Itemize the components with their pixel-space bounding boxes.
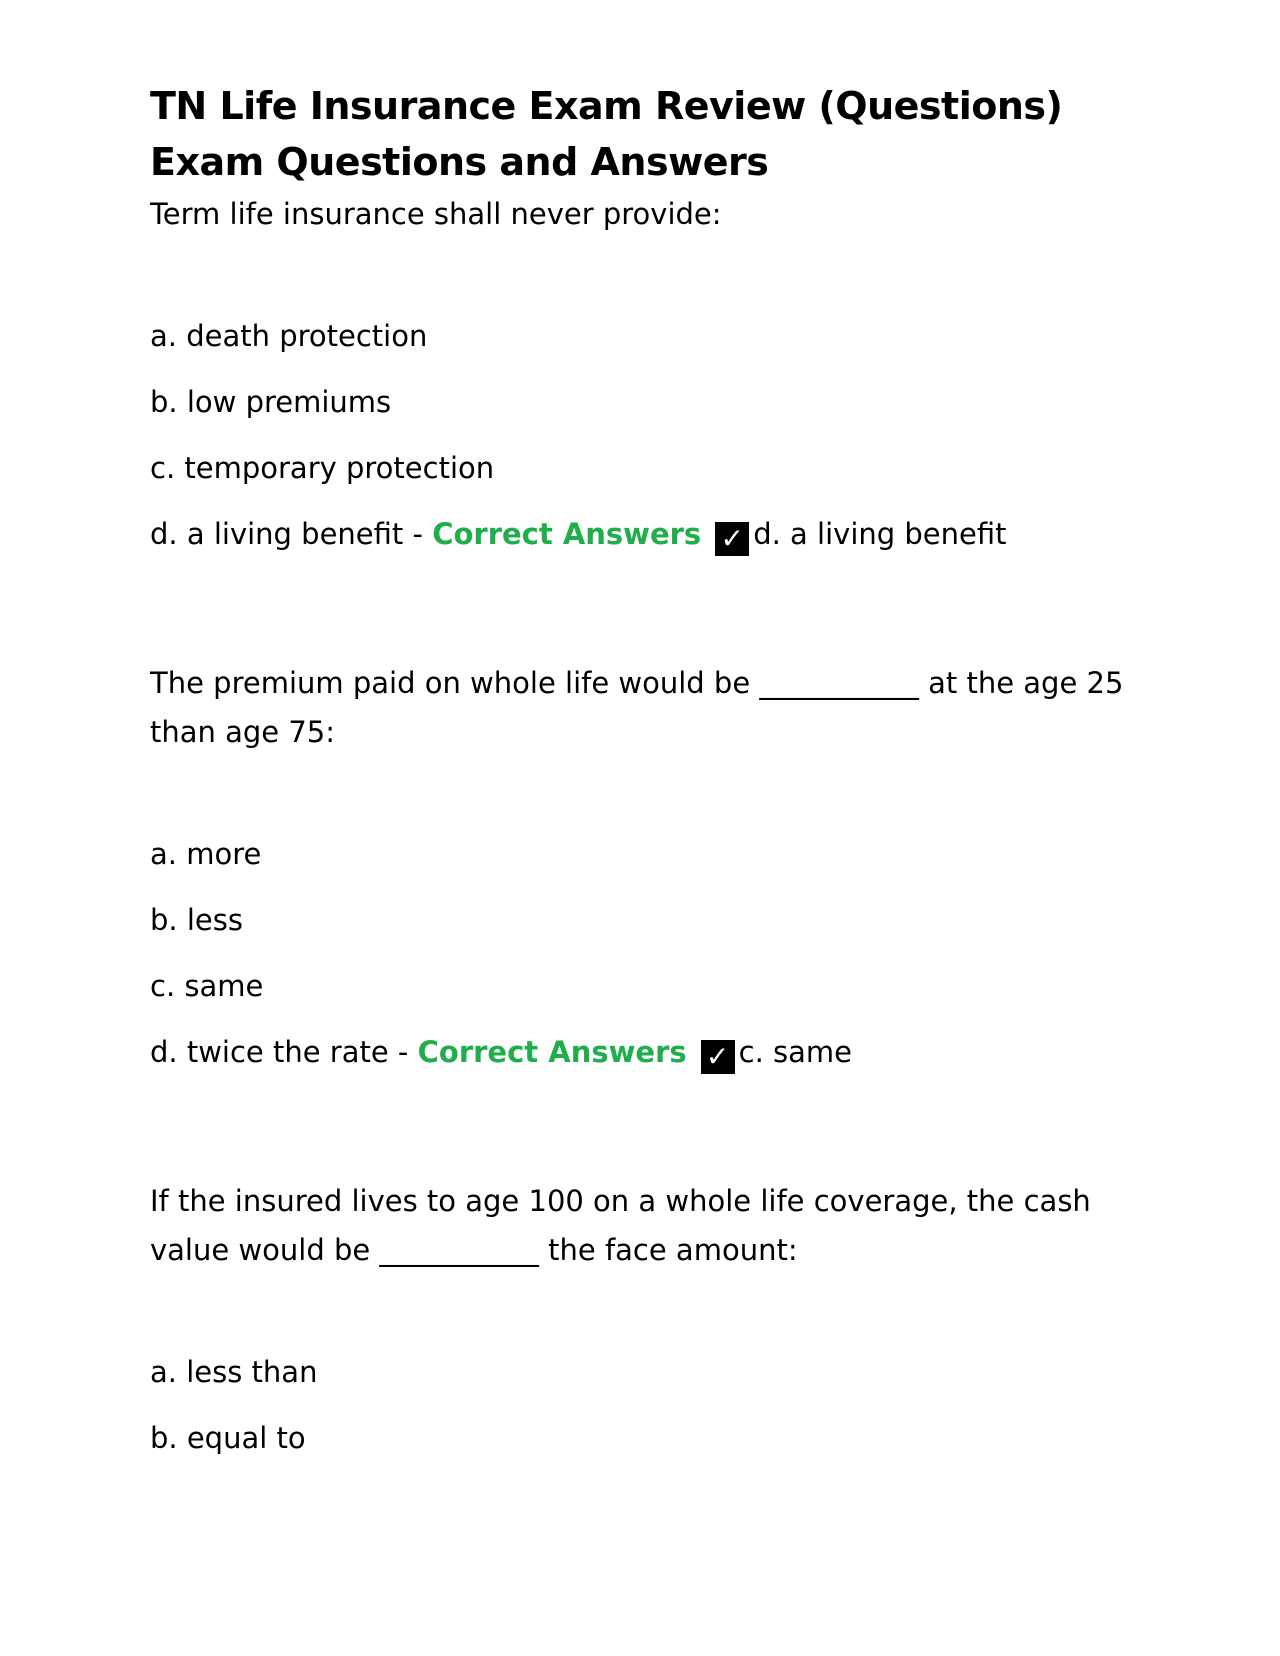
option-d-with-answer <box>150 1032 1130 1074</box>
option-c: c. same <box>150 969 264 1003</box>
question-text <box>150 659 1130 757</box>
question-line-2: than age 75: <box>150 715 336 749</box>
option-a: a. less than <box>150 1355 318 1389</box>
question-line-1: If the insured lives to age 100 on a whole life coverage, the cash <box>150 1184 1091 1218</box>
answer-text: c. same <box>738 1035 852 1069</box>
option-a: a. death protection <box>150 319 428 353</box>
check-icon: ✓ <box>715 522 749 556</box>
title-line-2: Exam Questions and Answers <box>150 140 769 184</box>
question-block-2 <box>150 659 1130 1074</box>
question-block-1 <box>150 190 1130 556</box>
answer-text: d. a living benefit <box>753 517 1007 551</box>
question-line-1: The premium paid on whole life would be ___________ at the age 25 <box>150 666 1124 700</box>
option-b: b. less <box>150 903 243 937</box>
option-b: b. low premiums <box>150 385 392 419</box>
correct-answers-label: Correct Answers <box>417 1035 687 1069</box>
option-a: a. more <box>150 837 262 871</box>
correct-answers-label: Correct Answers <box>432 517 702 551</box>
question-line-2: value would be ___________ the face amount: <box>150 1233 798 1267</box>
option-d-with-answer <box>150 514 1130 556</box>
title-line-1: TN Life Insurance Exam Review (Questions) <box>150 84 1063 128</box>
page-title <box>150 78 1130 190</box>
option-b: b. equal to <box>150 1421 306 1455</box>
question-text: Term life insurance shall never provide: <box>150 197 722 231</box>
question-block-3 <box>150 1177 1130 1458</box>
check-icon: ✓ <box>701 1040 735 1074</box>
option-d: d. twice the rate - <box>150 1035 418 1069</box>
question-text <box>150 1177 1130 1275</box>
option-d: d. a living benefit - <box>150 517 433 551</box>
option-c: c. temporary protection <box>150 451 495 485</box>
document-page <box>150 78 1130 1484</box>
